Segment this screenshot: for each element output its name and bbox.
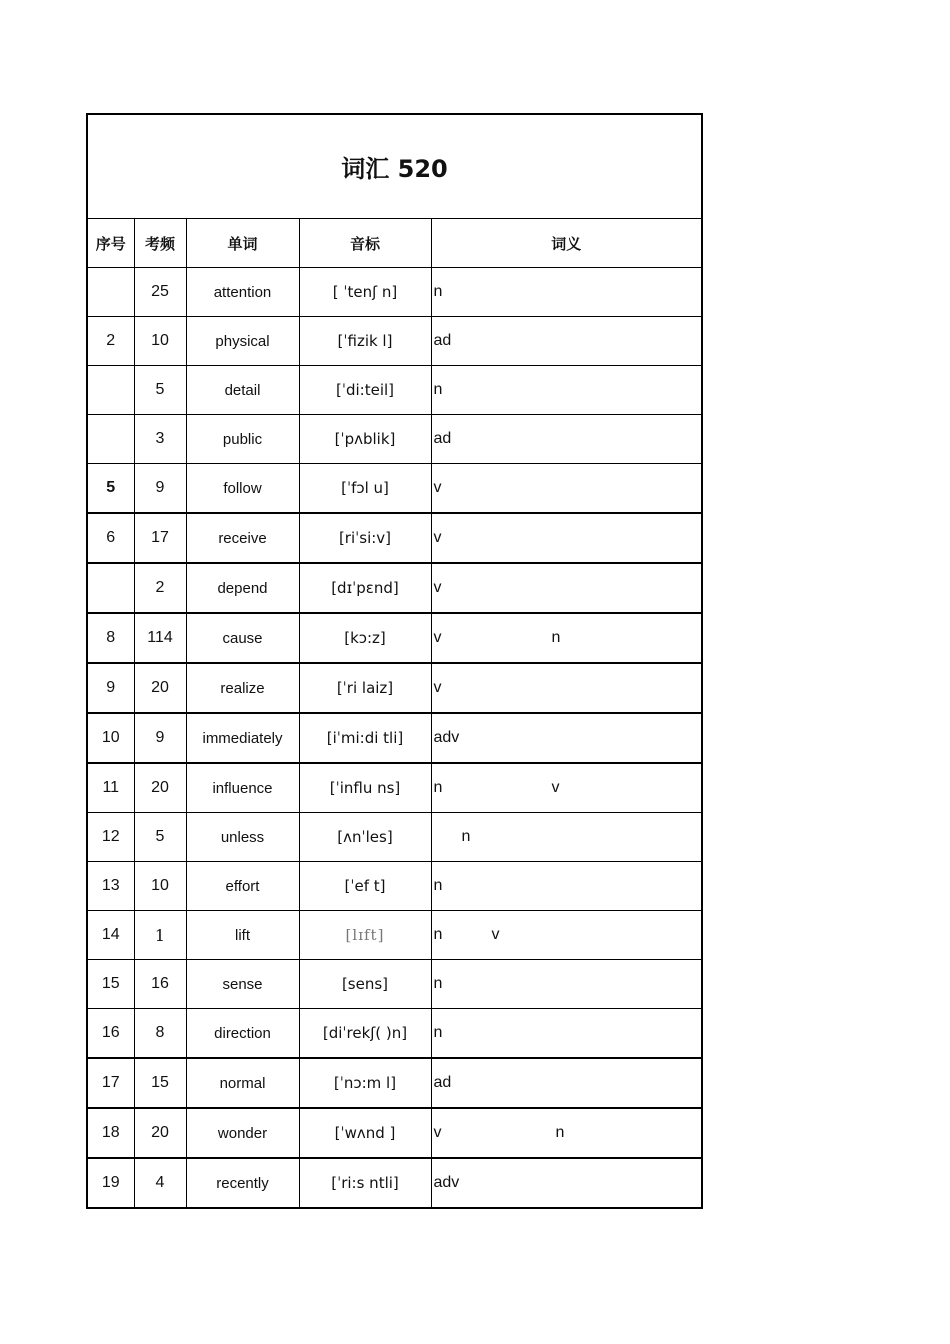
row-meaning: [431, 1058, 701, 1108]
vocabulary-table: [88, 219, 701, 1209]
meaning-pos-primary: n: [433, 779, 443, 796]
row-number: 8: [88, 613, 134, 663]
row-number: 11: [88, 763, 134, 813]
meaning-pos-primary: n: [433, 1024, 443, 1041]
row-number: 17: [88, 1058, 134, 1108]
row-meaning: [431, 415, 701, 464]
meaning-pos-primary: v: [433, 579, 442, 596]
table-row: [88, 613, 701, 663]
meaning-pos-primary: n: [433, 926, 443, 943]
header-meaning: 词义: [431, 219, 701, 268]
table-row: [88, 1058, 701, 1108]
table-row: [88, 268, 701, 317]
row-word: normal: [186, 1058, 299, 1108]
row-meaning: [431, 464, 701, 514]
table-row: [88, 1158, 701, 1208]
table-row: [88, 763, 701, 813]
row-frequency: 20: [134, 663, 186, 713]
row-word: effort: [186, 862, 299, 911]
meaning-pos-secondary: n: [555, 1124, 565, 1141]
row-word: depend: [186, 563, 299, 613]
meaning-pos-primary: n: [433, 283, 443, 300]
row-phonetic: [ˈri laiz]: [299, 663, 431, 713]
row-meaning: [431, 862, 701, 911]
table-row: [88, 862, 701, 911]
header-phonetic: 音标: [299, 219, 431, 268]
row-word: cause: [186, 613, 299, 663]
table-row: [88, 415, 701, 464]
row-meaning: [431, 1009, 701, 1059]
row-meaning: [431, 713, 701, 763]
row-frequency: 9: [134, 464, 186, 514]
row-frequency: 4: [134, 1158, 186, 1208]
row-number: 10: [88, 713, 134, 763]
row-phonetic: [kɔ:z]: [299, 613, 431, 663]
row-frequency: 9: [134, 713, 186, 763]
row-frequency: 25: [134, 268, 186, 317]
row-word: receive: [186, 513, 299, 563]
row-phonetic: [ˈnɔ:m l]: [299, 1058, 431, 1108]
row-meaning: [431, 613, 701, 663]
row-number: 15: [88, 960, 134, 1009]
row-phonetic: [riˈsi:v]: [299, 513, 431, 563]
table-row: [88, 713, 701, 763]
row-frequency: 5: [134, 813, 186, 862]
row-word: recently: [186, 1158, 299, 1208]
row-word: lift: [186, 911, 299, 960]
row-number: 16: [88, 1009, 134, 1059]
row-number: 18: [88, 1108, 134, 1158]
row-number: 9: [88, 663, 134, 713]
row-phonetic: [lɪft]: [299, 911, 431, 960]
row-frequency: 10: [134, 862, 186, 911]
row-phonetic: [dɪˈpɛnd]: [299, 563, 431, 613]
row-phonetic: [ˈinflu ns]: [299, 763, 431, 813]
meaning-pos-primary: adv: [433, 1174, 460, 1191]
row-phonetic: [ˈfizik l]: [299, 317, 431, 366]
row-phonetic: [ˈwʌnd ]: [299, 1108, 431, 1158]
row-meaning: [431, 813, 701, 862]
row-phonetic: [ ˈtenʃ n]: [299, 268, 431, 317]
header-frequency: 考频: [134, 219, 186, 268]
row-number: [88, 415, 134, 464]
table-row: [88, 1009, 701, 1059]
row-word: influence: [186, 763, 299, 813]
table-row: [88, 366, 701, 415]
row-phonetic: [ˈdi:teil]: [299, 366, 431, 415]
row-phonetic: [diˈrekʃ( )n]: [299, 1009, 431, 1059]
vocabulary-sheet: [86, 113, 703, 1209]
meaning-pos-primary: adv: [433, 729, 460, 746]
row-phonetic: [ˈpʌblik]: [299, 415, 431, 464]
meaning-pos-primary: n: [433, 975, 443, 992]
row-meaning: [431, 1158, 701, 1208]
sheet-title: 词汇 520: [88, 115, 701, 219]
row-meaning: [431, 366, 701, 415]
table-row: [88, 911, 701, 960]
meaning-pos-secondary: n: [551, 629, 561, 646]
row-meaning: [431, 1108, 701, 1158]
meaning-pos-secondary: v: [551, 779, 560, 796]
row-word: public: [186, 415, 299, 464]
meaning-pos-primary: v: [433, 679, 442, 696]
meaning-pos-primary: ad: [433, 332, 452, 349]
row-word: sense: [186, 960, 299, 1009]
meaning-pos-secondary: v: [491, 926, 500, 943]
row-number: 2: [88, 317, 134, 366]
row-phonetic: [sens]: [299, 960, 431, 1009]
row-word: immediately: [186, 713, 299, 763]
row-frequency: 10: [134, 317, 186, 366]
table-row: [88, 563, 701, 613]
row-meaning: [431, 911, 701, 960]
row-word: wonder: [186, 1108, 299, 1158]
meaning-pos-primary: v: [433, 529, 442, 546]
row-word: attention: [186, 268, 299, 317]
row-meaning: [431, 663, 701, 713]
row-frequency: 17: [134, 513, 186, 563]
header-word: 单词: [186, 219, 299, 268]
row-frequency: 5: [134, 366, 186, 415]
meaning-pos-primary: v: [433, 479, 442, 496]
row-frequency: 2: [134, 563, 186, 613]
row-phonetic: [ʌnˈles]: [299, 813, 431, 862]
table-row: [88, 1108, 701, 1158]
row-meaning: [431, 763, 701, 813]
table-row: [88, 813, 701, 862]
meaning-pos-primary: n: [433, 877, 443, 894]
row-number: 6: [88, 513, 134, 563]
row-meaning: [431, 268, 701, 317]
table-row: [88, 464, 701, 514]
row-phonetic: [ˈfɔl u]: [299, 464, 431, 514]
meaning-pos-primary: v: [433, 1124, 442, 1141]
row-frequency: 1: [134, 911, 186, 960]
meaning-pos-primary: n: [433, 381, 443, 398]
header-number: 序号: [88, 219, 134, 268]
row-meaning: [431, 563, 701, 613]
meaning-pos-primary: ad: [433, 430, 452, 447]
row-phonetic: [iˈmi:di tli]: [299, 713, 431, 763]
row-number: [88, 563, 134, 613]
meaning-pos-primary: ad: [433, 1074, 452, 1091]
row-frequency: 20: [134, 763, 186, 813]
table-row: [88, 663, 701, 713]
row-frequency: 16: [134, 960, 186, 1009]
row-word: detail: [186, 366, 299, 415]
row-frequency: 15: [134, 1058, 186, 1108]
row-frequency: 3: [134, 415, 186, 464]
row-number: [88, 366, 134, 415]
row-word: direction: [186, 1009, 299, 1059]
row-word: realize: [186, 663, 299, 713]
row-number: 5: [88, 464, 134, 514]
row-word: unless: [186, 813, 299, 862]
row-phonetic: [ˈri:s ntli]: [299, 1158, 431, 1208]
row-word: physical: [186, 317, 299, 366]
row-number: [88, 268, 134, 317]
table-row: [88, 960, 701, 1009]
header-row: [88, 219, 701, 268]
row-word: follow: [186, 464, 299, 514]
row-phonetic: [ˈef t]: [299, 862, 431, 911]
row-frequency: 8: [134, 1009, 186, 1059]
row-number: 13: [88, 862, 134, 911]
row-meaning: [431, 317, 701, 366]
row-frequency: 114: [134, 613, 186, 663]
meaning-pos-secondary: n: [461, 828, 471, 845]
table-row: [88, 513, 701, 563]
row-number: 19: [88, 1158, 134, 1208]
row-meaning: [431, 513, 701, 563]
row-number: 12: [88, 813, 134, 862]
table-row: [88, 317, 701, 366]
row-number: 14: [88, 911, 134, 960]
row-meaning: [431, 960, 701, 1009]
row-frequency: 20: [134, 1108, 186, 1158]
meaning-pos-primary: v: [433, 629, 442, 646]
